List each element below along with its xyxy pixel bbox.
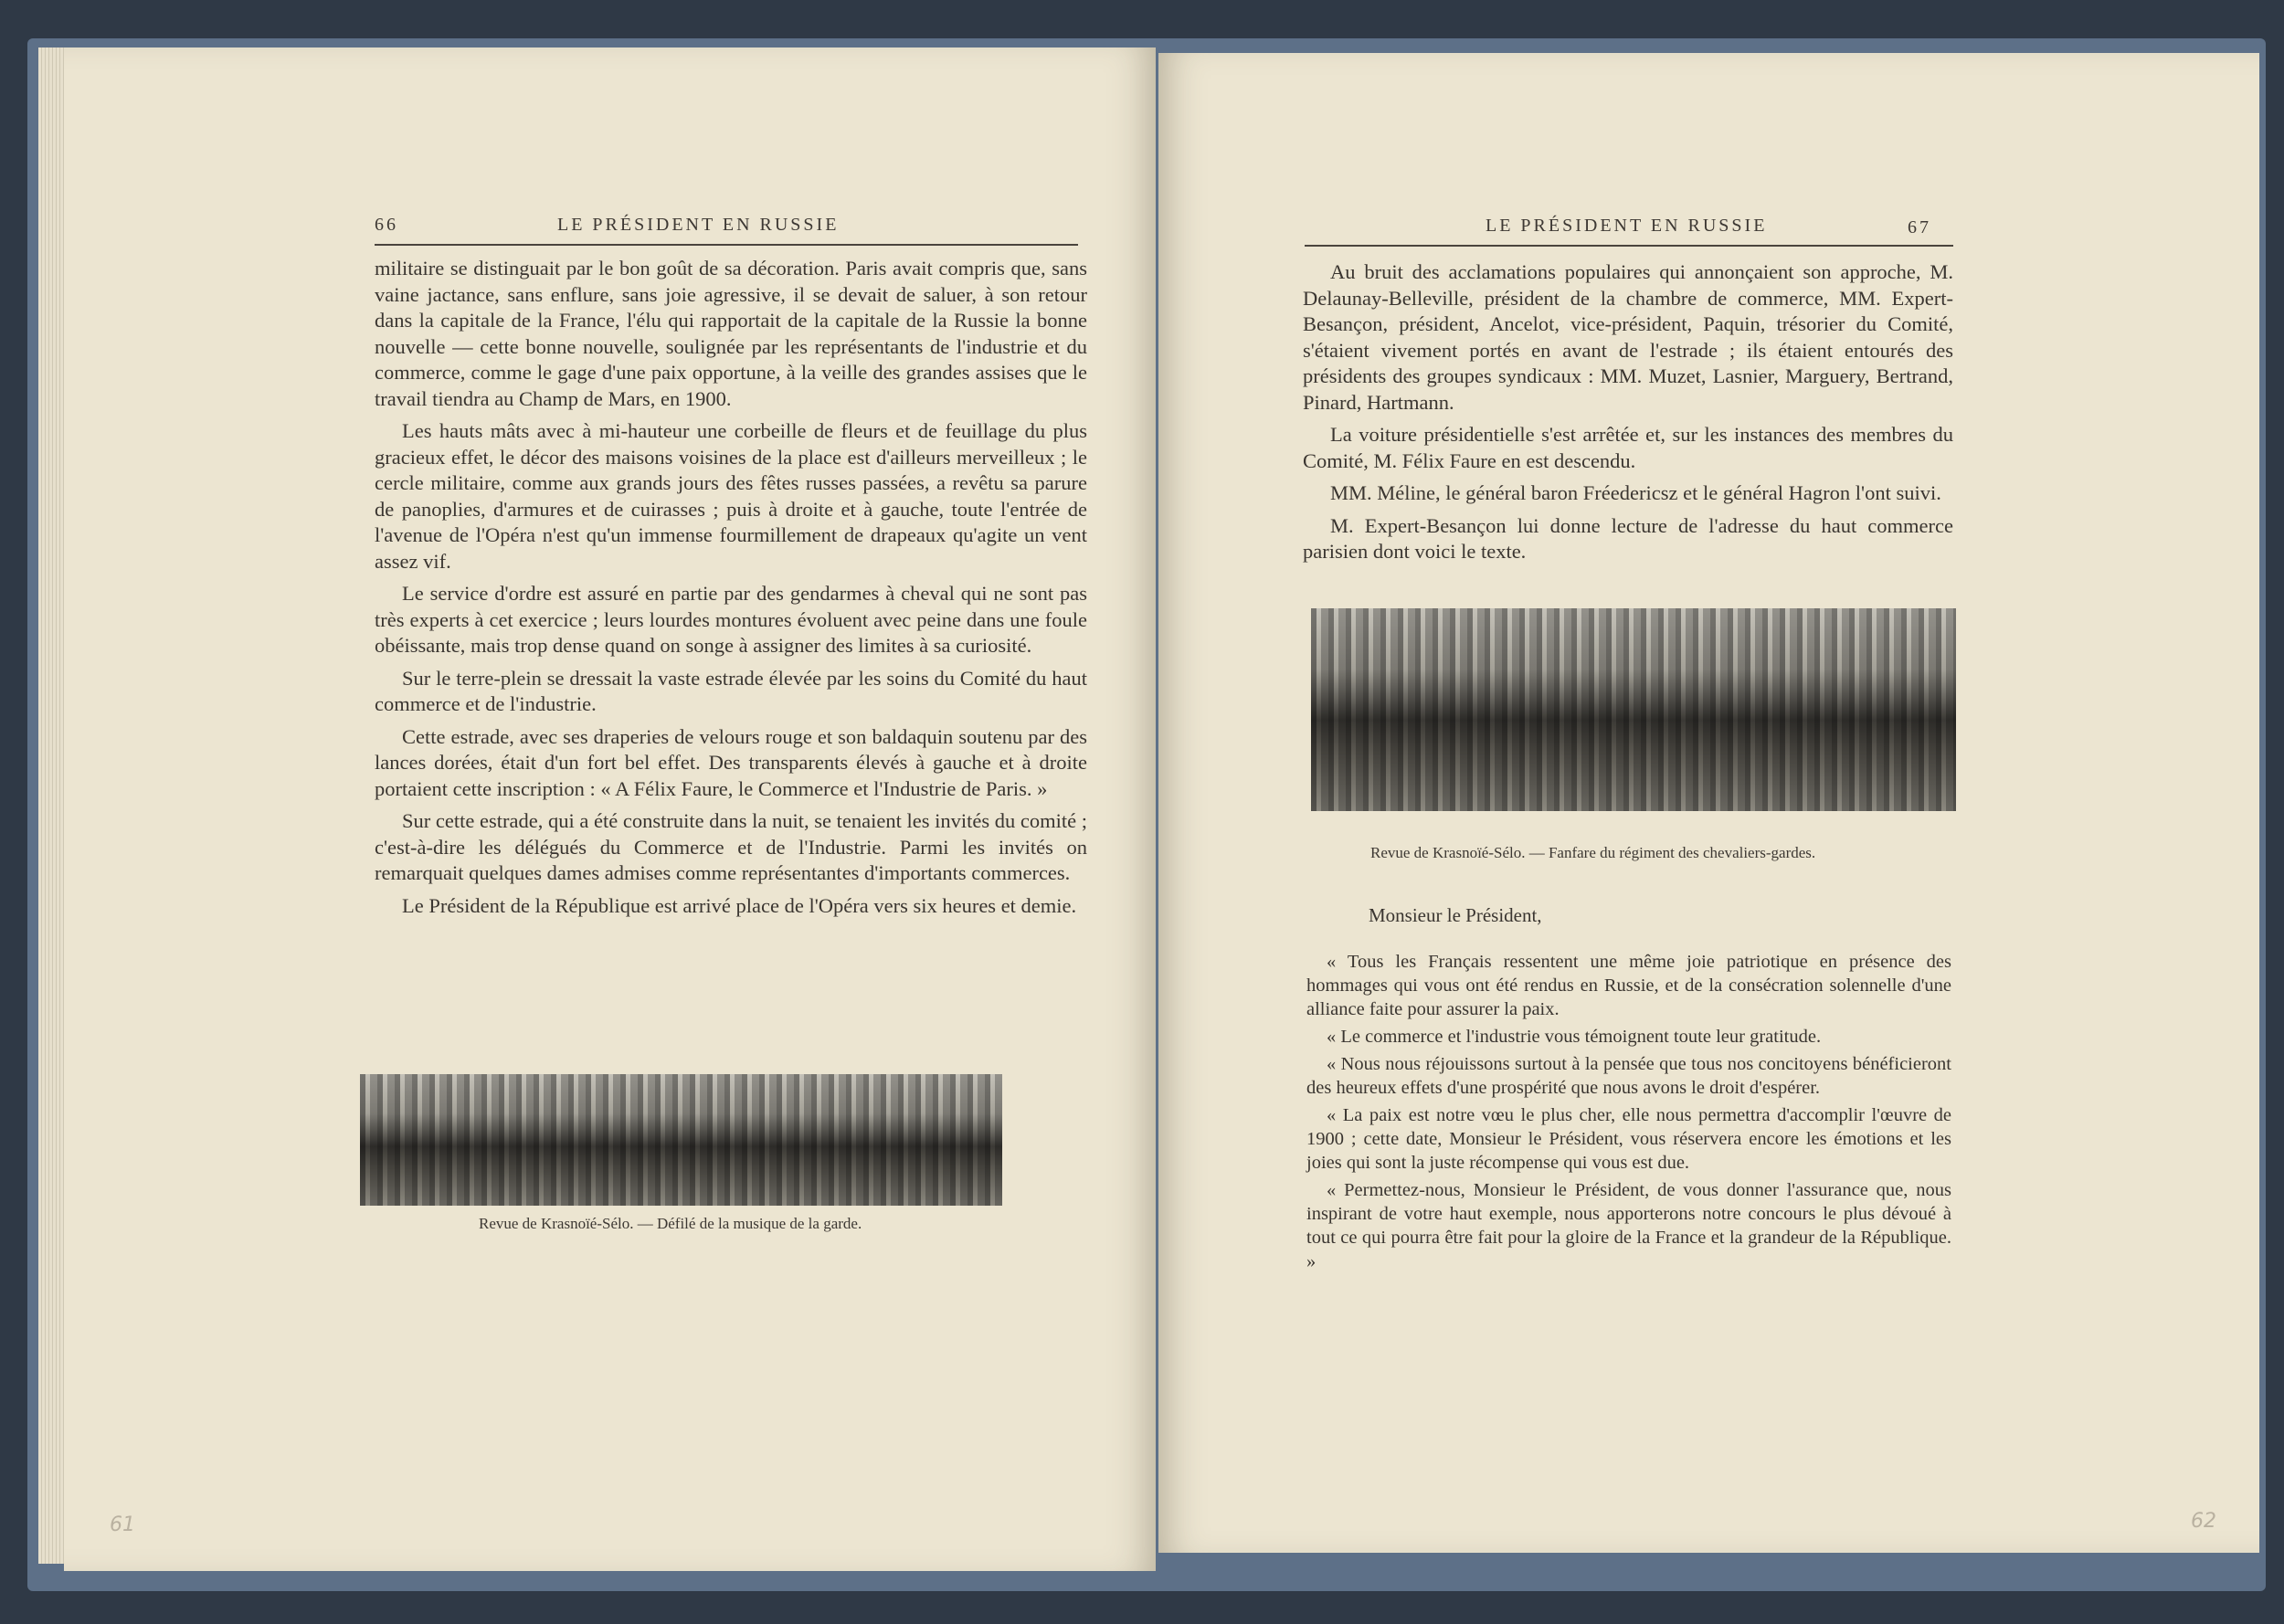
left-page — [64, 47, 1156, 1571]
paragraph: MM. Méline, le général baron Fréedericsz et le général Hagron l'ont suivi. — [1330, 481, 1941, 504]
paragraph: Au bruit des acclamations populaires qui annonçaient son approche, M. Delaunay-Belleville, président de la chambre de commerce, MM. Expert-Besançon, président, Ancelot, vice-président, Paquin, trésorier du Comité, s'étaient vivement portés en avant de l'estrade ; ils étaient entourés des présidents des groupes syndicaux : MM. Muzet, Lasnier, Marguery, Bertrand, Pinard, Hartmann. — [1303, 260, 1953, 414]
paragraph: Cette estrade, avec ses draperies de velours rouge et son baldaquin soutenu par des lances dorées, était d'un fort bel effet. Des transparents élevés à gauche et à droite portaient cette inscription : « A Félix Faure, le Commerce et l'Industrie de Paris. » — [375, 724, 1087, 800]
photo-caption: Revue de Krasnoïé-Sélo. — Fanfare du régiment des chevaliers-gardes. — [1370, 844, 1816, 861]
paragraph: Les hauts mâts avec à mi-hauteur une corbeille de fleurs et de feuillage du plus gracieux effet, le décor des maisons voisines de la place est d'ailleurs merveilleux ; le cercle militaire, comme aux grands jours des fêtes russes passées, a revêtu sa parure de panoplies, d'armures et de cuirasses ; puis à droite et à gauche, toute l'entrée de l'avenue de l'Opéra n'est qu'un immense fourmillement de drapeaux qu'agite un vent assez vif. — [375, 419, 1087, 573]
paragraph: « Nous nous réjouissons surtout à la pensée que tous nos concitoyens bénéficieront des heureux effets d'une prospérité que nous avons le droit d'espérer. — [1306, 1054, 1951, 1098]
page-number: 67 — [1908, 217, 1931, 237]
right-page — [1158, 53, 2259, 1553]
paragraph: « Permettez-nous, Monsieur le Président, de vous donner l'assurance que, nous inspirant de votre haut exemple, nous apporterons notre concours le plus dévoué à tout ce qui pourra être fait pour la gloire de la France et la grandeur de la République. » — [1306, 1180, 1951, 1271]
page-number: 66 — [375, 215, 398, 235]
running-title: LE PRÉSIDENT EN RUSSIE — [557, 215, 840, 235]
address-text — [1306, 950, 1951, 1277]
paragraph: « La paix est notre vœu le plus cher, elle nous permettra d'accomplir l'œuvre de 1900 ; cette date, Monsieur le Président, vous réservera encore les émotions et les joies qui sont la juste récompense qui vous est due. — [1306, 1105, 1951, 1173]
paragraph: « Tous les Français ressentent une même joie patriotique en présence des hommages qui vous ont été rendus en Russie, et de la consécration solennelle d'une alliance faite pour assurer la paix. — [1306, 952, 1951, 1019]
photo-military-band — [360, 1074, 1002, 1206]
body-text — [1303, 259, 1953, 572]
paragraph: La voiture présidentielle s'est arrêtée et, sur les instances des membres du Comité, M. Félix Faure en est descendu. — [1303, 423, 1953, 472]
pencil-mark: 61 — [110, 1513, 135, 1536]
paragraph: « Le commerce et l'industrie vous témoignent toute leur gratitude. — [1327, 1027, 1822, 1047]
paragraph: militaire se distinguait par le bon goût de sa décoration. Paris avait compris que, sans vaine jactance, sans enflure, sans joie agressive, il se devait de saluer, à son retour dans la capitale de la France, l'élu qui rapportait de la capitale de la Russie la bonne nouvelle — cette bonne nouvelle, soulignée par les représentants de l'industrie et du commerce, comme le gage d'une paix opportune, à la veille des grandes assises que le travail tiendra au Champ de Mars, en 1900. — [375, 257, 1087, 410]
running-title: LE PRÉSIDENT EN RUSSIE — [1486, 216, 1768, 236]
paragraph: Sur cette estrade, qui a été construite dans la nuit, se tenaient les invités du comité ; c'est-à-dire les délégués du Commerce et de l'Industrie. Parmi les invités on remarquait quelques dames admises comme représentantes d'importants commerces. — [375, 809, 1087, 884]
body-text — [375, 256, 1087, 925]
header-rule — [1305, 245, 1953, 247]
paragraph: M. Expert-Besançon lui donne lecture de l'adresse du haut commerce parisien dont voici le texte. — [1303, 513, 1953, 563]
paragraph: Sur le terre-plein se dressait la vaste estrade élevée par les soins du Comité du haut commerce et de l'industrie. — [375, 666, 1087, 715]
salutation: Monsieur le Président, — [1369, 904, 1542, 926]
photo-cavalry-fanfare — [1311, 608, 1956, 811]
paragraph: Le Président de la République est arrivé place de l'Opéra vers six heures et demie. — [402, 893, 1077, 917]
paragraph: Le service d'ordre est assuré en partie par des gendarmes à cheval qui ne sont pas très experts à cet exercice ; leurs lourdes montures évoluent avec peine dans une foule obéissante, mais trop dense quand on songe à assigner des limites à sa curiosité. — [375, 582, 1087, 657]
photo-caption: Revue de Krasnoïé-Sélo. — Défilé de la musique de la garde. — [479, 1215, 862, 1232]
header-rule — [375, 244, 1078, 246]
pencil-mark: 62 — [2191, 1510, 2216, 1533]
